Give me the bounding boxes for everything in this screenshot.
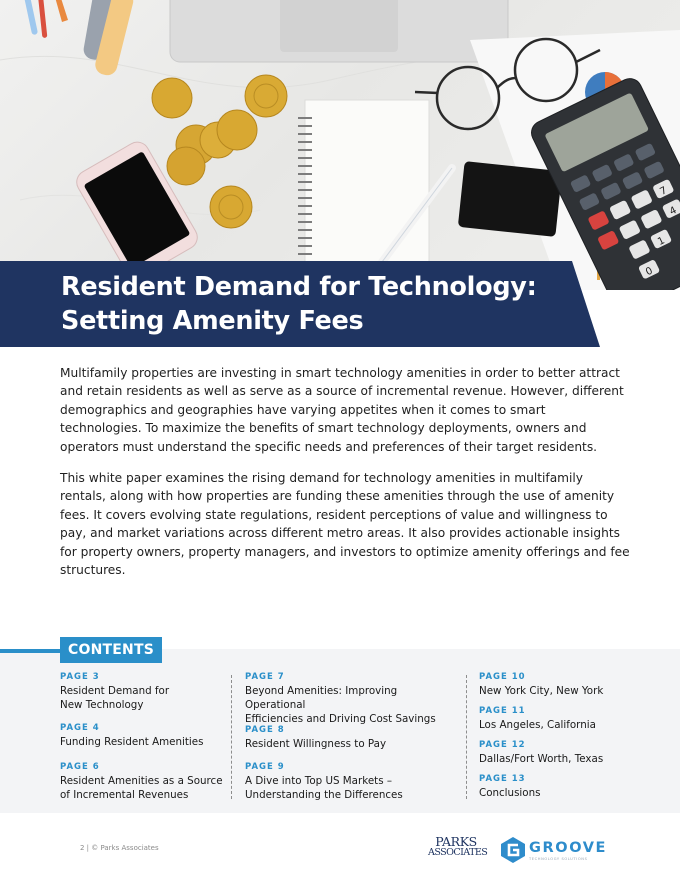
- toc-title: Resident Willingness to Pay: [245, 738, 387, 750]
- calc-key-0: 0: [644, 265, 655, 279]
- toc-page-number: PAGE 13: [479, 774, 526, 784]
- toc-entry[interactable]: [479, 705, 649, 732]
- groove-logo-tagline: TECHNOLOGY SOLUTIONS: [529, 857, 588, 861]
- contents-heading: CONTENTS: [60, 637, 162, 663]
- toc-page-number: PAGE 6: [60, 762, 100, 772]
- toc-page-number: PAGE 12: [479, 740, 526, 750]
- toc-page-number: PAGE 7: [245, 672, 285, 682]
- contents-divider-1: [231, 675, 232, 799]
- toc-entry[interactable]: [245, 671, 460, 726]
- toc-title: Los Angeles, California: [479, 719, 596, 731]
- toc-entry[interactable]: [479, 739, 649, 766]
- groove-logo-icon: [500, 836, 526, 864]
- page-title: [61, 270, 581, 338]
- calc-key-1: 1: [656, 235, 667, 248]
- pens-icon: [23, 0, 135, 77]
- groove-logo-wordmark: GROOVE: [529, 840, 608, 856]
- toc-page-number: PAGE 9: [245, 762, 285, 772]
- parks-logo-line-1: PARKS: [435, 834, 477, 849]
- toc-page-number: PAGE 4: [60, 723, 100, 733]
- desk-scene-illustration: [0, 0, 680, 290]
- parks-associates-logo: [428, 834, 488, 858]
- toc-page-number: PAGE 10: [479, 672, 526, 682]
- laptop-icon: [170, 0, 508, 62]
- footer-page-info: 2 | © Parks Associates: [80, 844, 159, 852]
- intro-paragraph-2: This white paper examines the rising demand for technology amenities in multifamily rentals, along with how properties are funding these amenities through the use of amenity fees. It covers evolving state regulations, resident perceptions of value and willingness to pay, and market variations across different metro areas. It also provides actionable insights for property owners, property managers, and investors to optimize amenity offerings and fee structures.: [60, 471, 630, 578]
- toc-entry[interactable]: [60, 722, 230, 749]
- toc-title: Funding Resident Amenities: [60, 736, 204, 748]
- toc-entry[interactable]: [245, 761, 460, 802]
- contents-divider-2: [466, 675, 467, 799]
- toc-title: A Dive into Top US Markets – Understanding the Differences: [245, 775, 403, 801]
- toc-title: Beyond Amenities: Improving Operational Efficiencies and Driving Cost Savings: [245, 685, 436, 725]
- toc-entry[interactable]: [245, 724, 460, 751]
- toc-title: Dallas/Fort Worth, Texas: [479, 753, 604, 765]
- calc-key-7: 7: [658, 185, 669, 198]
- toc-title: Resident Amenities as a Source of Incremental Revenues: [60, 775, 223, 801]
- contents-accent-line: [0, 649, 60, 653]
- toc-page-number: PAGE 8: [245, 725, 285, 735]
- toc-page-number: PAGE 3: [60, 672, 100, 682]
- toc-title: Resident Demand for New Technology: [60, 685, 170, 711]
- toc-entry[interactable]: [479, 671, 649, 698]
- card-icon: [458, 161, 562, 237]
- intro-paragraph-1: Multifamily properties are investing in smart technology amenities in order to better attract and retain residents as well as serve as a source of incremental revenue. However, different demographics and geographies have varying appetites when it comes to smart technologies. To maximize the benefits of smart technology deployments, owners and operators must understand the specific needs and preferences of their target residents.: [60, 366, 624, 454]
- calc-key-4: 4: [668, 204, 679, 218]
- toc-entry[interactable]: [479, 773, 649, 800]
- toc-entry[interactable]: [60, 761, 230, 802]
- toc-entry[interactable]: [60, 671, 230, 712]
- parks-logo-line-2: ASSOCIATES: [428, 847, 488, 858]
- title-line-1: Resident Demand for Technology:: [61, 272, 537, 302]
- toc-title: Conclusions: [479, 787, 541, 799]
- hero-photo: [0, 0, 680, 290]
- toc-title: New York City, New York: [479, 685, 604, 697]
- title-line-2: Setting Amenity Fees: [61, 306, 364, 336]
- toc-page-number: PAGE 11: [479, 706, 526, 716]
